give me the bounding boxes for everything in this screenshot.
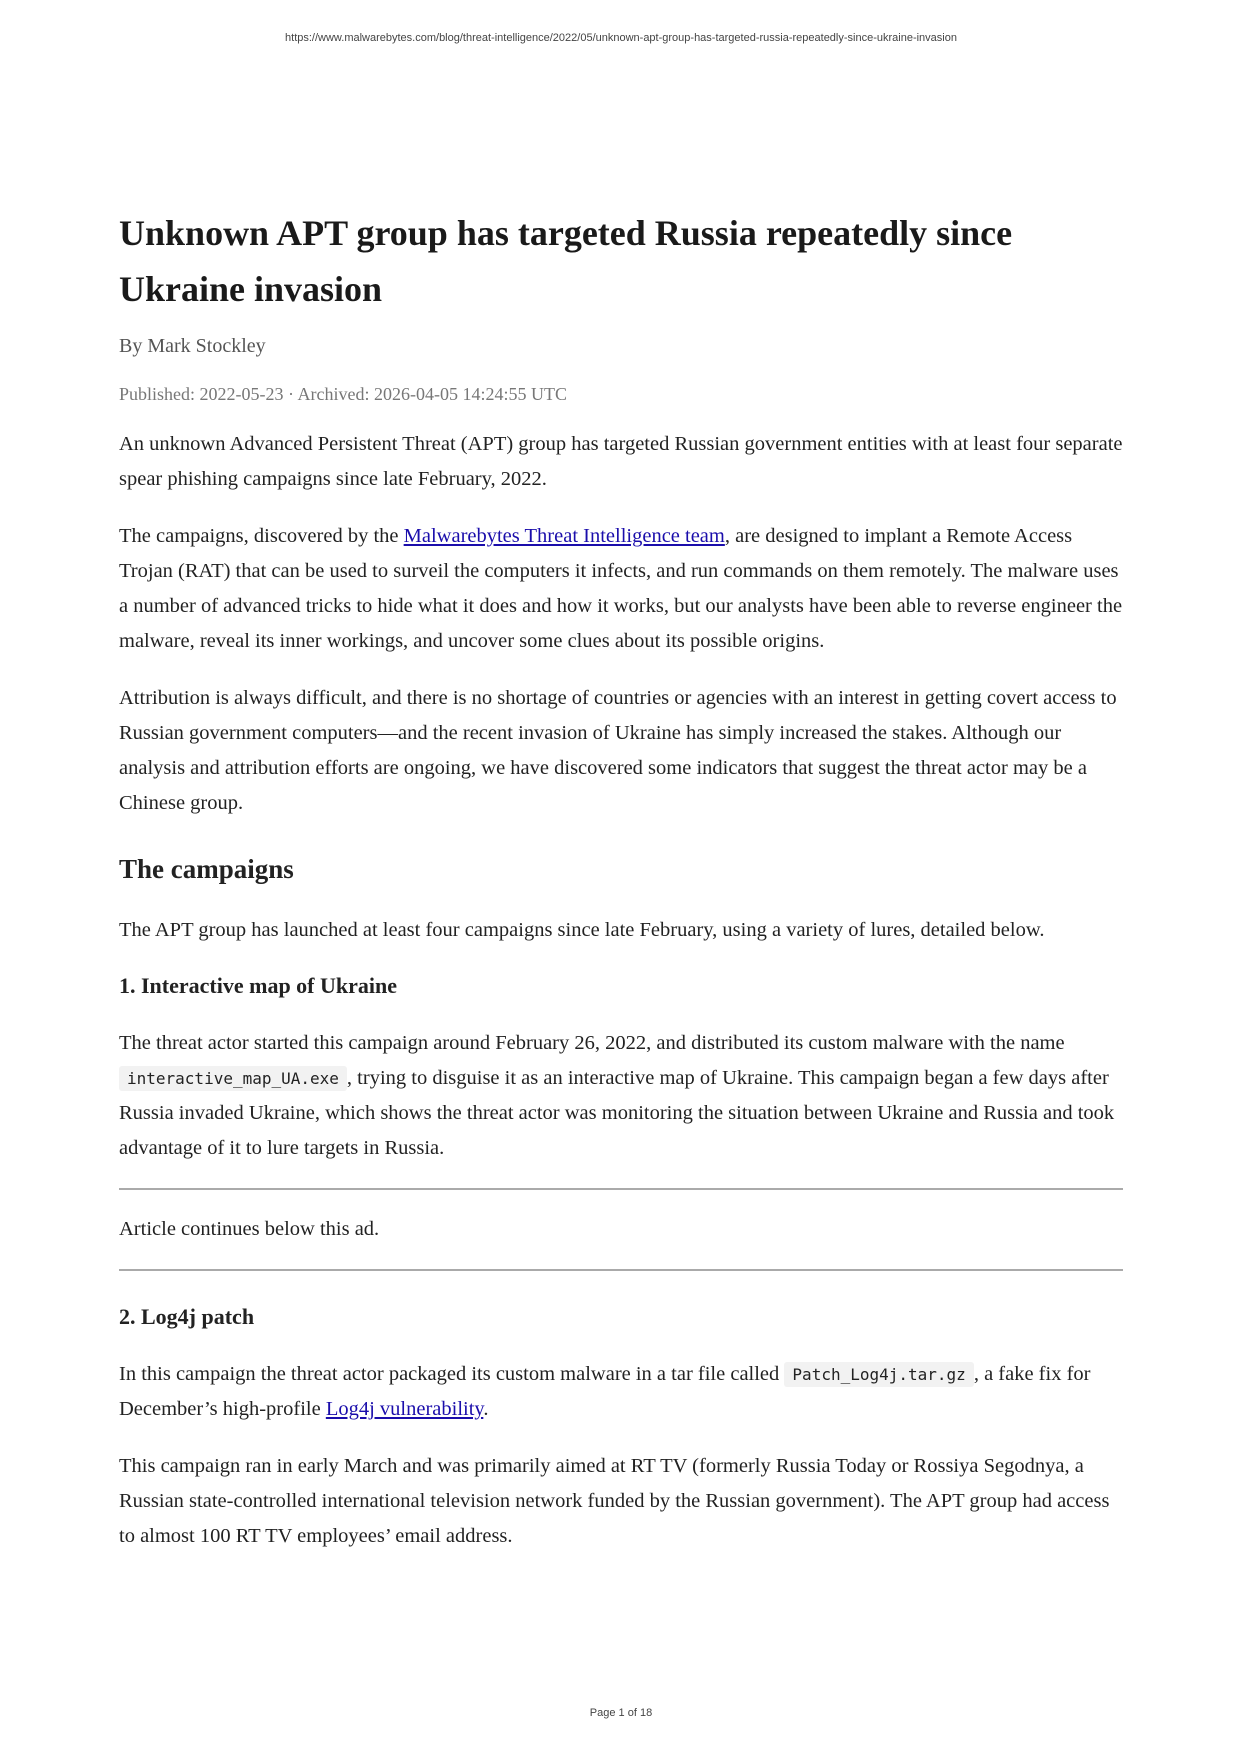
paragraph-log4j — [119, 1357, 1123, 1427]
paragraph-intro: An unknown Advanced Persistent Threat (APT) group has targeted Russian government entities with at least four separate spear phishing campaigns since late February, 2022. — [119, 433, 1123, 490]
paragraph-attribution: Attribution is always difficult, and there is no shortage of countries or agencies with an interest in getting covert access to Russian government computers—and the recent invasion of Ukraine has simply increased the stakes. Although our analysis and attribution efforts are ongoing, we have discovered some indicators that suggest the threat actor may be a Chinese group. — [119, 687, 1117, 814]
text: , trying to disguise it as an interactive map of Ukraine. This campaign began a few days after Russia invaded Ukraine, which shows the threat actor was monitoring the situation between Ukraine and Russia and took advantage of it to lure targets in Russia. — [119, 1067, 1115, 1159]
text: . — [483, 1398, 489, 1420]
page-url: https://www.malwarebytes.com/blog/threat-intelligence/2022/05/unknown-apt-group-has-targeted-russia-repeatedly-since-ukraine-invasion — [285, 32, 957, 44]
paragraph-interactive-map — [119, 1026, 1123, 1166]
inline-code-filename: interactive_map_UA.exe — [119, 1066, 347, 1091]
text: , a fake fix for December’s high-profile — [119, 1363, 1091, 1420]
text: , are designed to implant a Remote Access Trojan (RAT) that can be used to surveil the computers it infects, and run commands on them remotely. The malware uses a number of advanced tricks to hide what it does and how it works, but our analysts have been able to reverse engineer the malware, reveal its inner workings, and uncover some clues about its possible origins. — [119, 525, 1123, 652]
inline-code-filename: Patch_Log4j.tar.gz — [784, 1362, 973, 1387]
text: In this campaign the threat actor packaged its custom malware in a tar file called — [119, 1363, 785, 1385]
byline: By Mark Stockley — [119, 335, 266, 357]
text: The threat actor started this campaign around February 26, 2022, and distributed its custom malware with the name — [119, 1032, 1065, 1054]
article-title: Unknown APT group has targeted Russia repeatedly since Ukraine invasion — [119, 213, 1013, 309]
article — [119, 205, 1123, 1576]
page-number: Page 1 of 18 — [589, 1707, 653, 1719]
ad-notice: Article continues below this ad. — [119, 1218, 380, 1240]
divider-top — [119, 1188, 1123, 1190]
subheading-interactive-map: 1. Interactive map of Ukraine — [119, 973, 398, 998]
divider-bottom — [119, 1269, 1123, 1271]
section-heading-campaigns: The campaigns — [119, 854, 294, 884]
subheading-log4j: 2. Log4j patch — [119, 1304, 255, 1329]
publish-meta: Published: 2022-05-23 · Archived: 2026-04-05 14:24:55 UTC — [119, 384, 567, 404]
paragraph-campaigns-intro: The APT group has launched at least four campaigns since late February, using a variety of lures, detailed below. — [119, 919, 1045, 941]
text: The campaigns, discovered by the — [119, 525, 404, 547]
log4j-vulnerability-link[interactable]: Log4j vulnerability — [325, 1398, 484, 1420]
threat-intel-team-link[interactable]: Malwarebytes Threat Intelligence team — [403, 525, 725, 547]
paragraph-rt-tv: This campaign ran in early March and was primarily aimed at RT TV (formerly Russia Today or Rossiya Segodnya, a Russian state-controlled international television network funded by the Russian government). The APT group had access to almost 100 RT TV employees’ email address. — [119, 1455, 1110, 1547]
paragraph-discovery — [119, 519, 1123, 659]
